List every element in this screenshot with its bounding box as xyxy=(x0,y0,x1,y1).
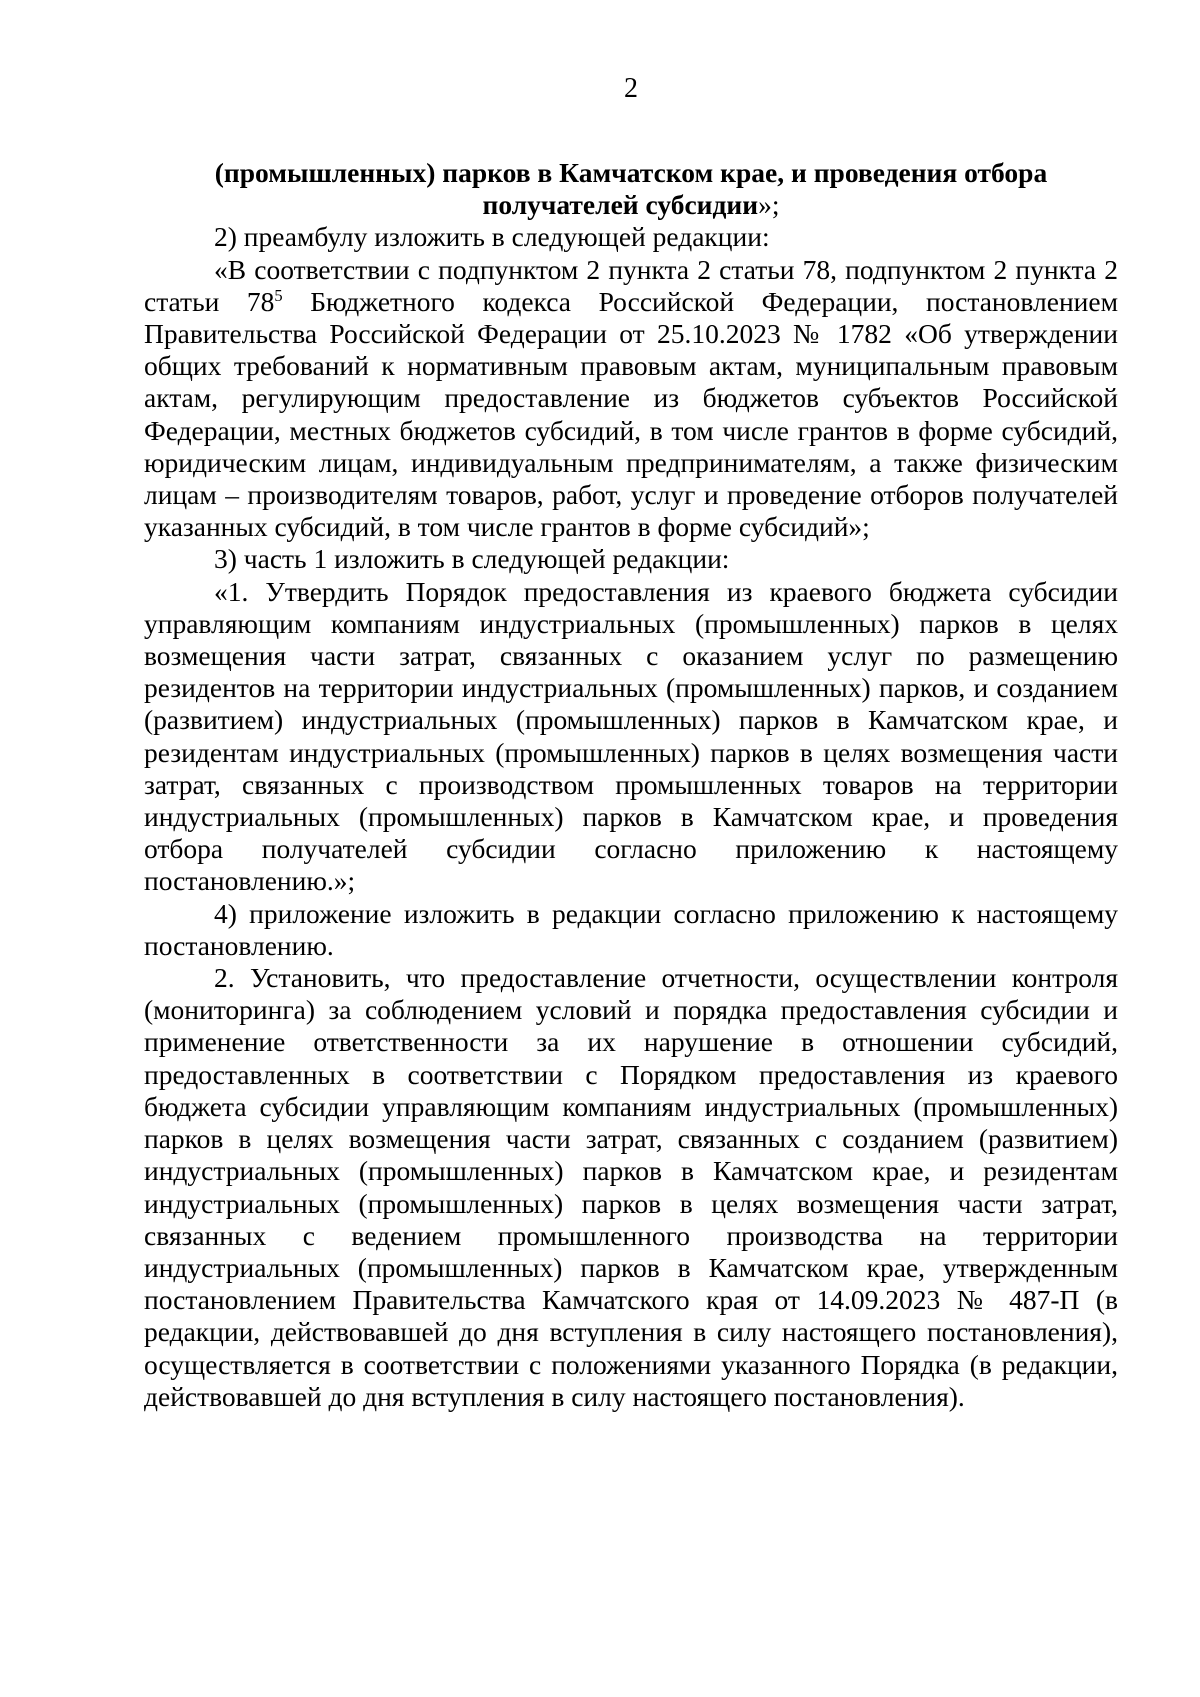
heading-line-2-tail: »; xyxy=(758,189,780,221)
heading-line-1: (промышленных) парков в Камчатском крае, и проведения отбора xyxy=(214,157,1048,188)
document-body xyxy=(144,157,1118,1413)
article-superscript: 5 xyxy=(274,285,283,305)
page-number: 2 xyxy=(624,73,638,104)
paragraph-part-1-text: «1. Утвердить Порядок предоставления из краевого бюджета субсидии управляющим компаниям индустриальных (промышленных) парков в целях возмещения части затрат, связанных с оказанием услуг по размещению резидентов на территории индустриальных (промышленных) парков, и созданием (развитием) индустриальных (промышленных) парков в Камчатском крае, и резидентам индустриальных (промышленных) парков в целях возмещения части затрат, связанных с производством промышленных товаров на территории индустриальных (промышленных) парков в Камчатском крае, и проведения отбора получателей субсидии согласно приложению к настоящему постановлению.»; xyxy=(144,575,1118,897)
preamble-text-start: «В соответствии с подпунктом 2 пункта 2 статьи 78, подпунктом 2 пункта 2 статьи 78 xyxy=(144,253,1118,317)
paragraph-section-2: 2. Установить, что предоставление отчетности, осуществлении контроля (мониторинга) за соблюдением условий и порядка предоставления субсидии и применение ответственности за их нарушение в отношении субсидий, предоставленных в соответствии с Порядком предоставления из краевого бюджета субсидии управляющим компаниям индустриальных (промышленных) парков в целях возмещения части затрат, связанных с созданием (развитием) индустриальных (промышленных) парков в Камчатском крае, и резидентам индустриальных (промышленных) парков в целях возмещения части затрат, связанных с ведением промышленного производства на территории индустриальных (промышленных) парков в Камчатском крае, утвержденным постановлением Правительства Камчатского края от 14.09.2023 № 487-П (в редакции, действовавшей до дня вступления в силу настоящего постановления), осуществляется в соответствии с положениями указанного Порядка (в редакции, действовавшей до дня вступления в силу настоящего постановления). xyxy=(144,962,1118,1412)
preamble-text-end: Бюджетного кодекса Российской Федерации, постановлением Правительства Российской Федерации от 25.10.2023 № 1782 «Об утверждении общих требований к нормативным правовым актам, муниципальным правовым актам, регулирующим предоставление из бюджетов субъектов Российской Федерации, местных бюджетов субсидий, в том числе грантов в форме субсидий, юридическим лицам, индивидуальным предпринимателям, а также физическим лицам – производителям товаров, работ, услуг и проведение отборов получателей указанных субсидий, в том числе грантов в форме субсидий»; xyxy=(144,285,1118,543)
paragraph-item-2: 2) преамбулу изложить в следующей редакции: xyxy=(214,221,770,253)
paragraph-item-3: 3) часть 1 изложить в следующей редакции: xyxy=(214,543,730,575)
paragraph-preamble xyxy=(144,254,1118,544)
paragraph-item-4: 4) приложение изложить в редакции согласно приложению к настоящему постановлению. xyxy=(144,897,1118,961)
heading-continuation xyxy=(144,157,1118,221)
heading-line-2: получателей субсидии xyxy=(482,189,759,221)
